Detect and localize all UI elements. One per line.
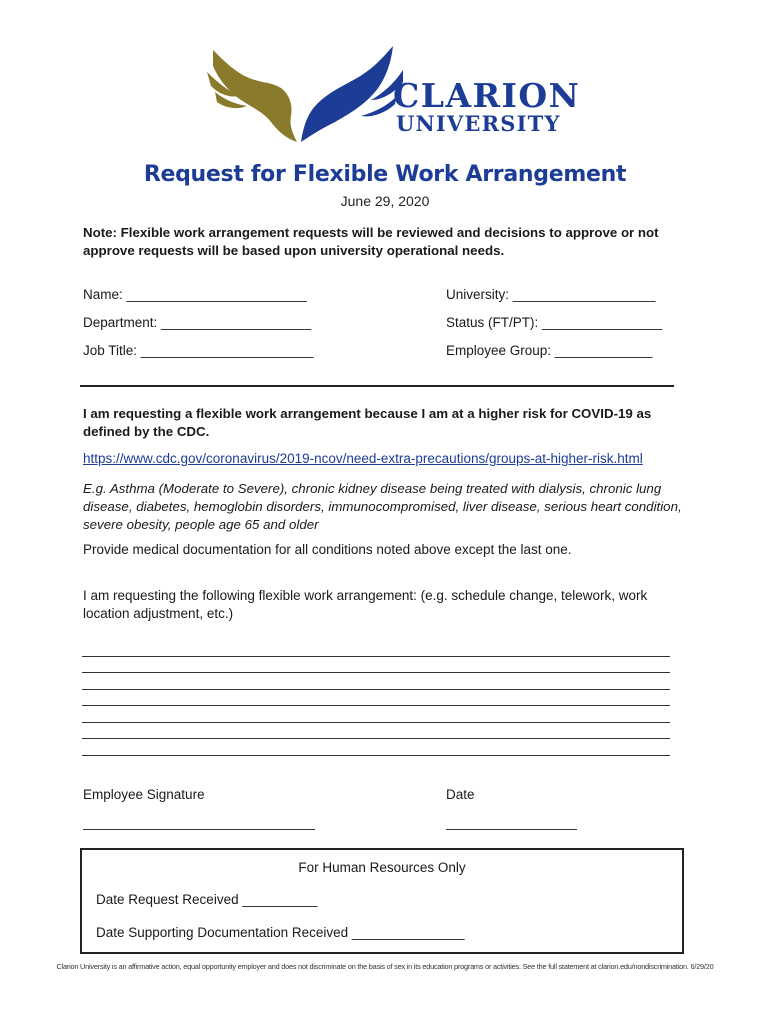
arrangement-request-prompt: I am requesting the following flexible work arrangement: (e.g. schedule change, telework, work location adjustment, etc.) — [83, 588, 648, 621]
hr-only-box — [80, 848, 684, 954]
status-field[interactable]: Status (FT/PT): ________________ — [446, 315, 663, 330]
condition-examples: E.g. Asthma (Moderate to Severe), chronic kidney disease being treated with dialysis, chronic lung disease, diabetes, hemoglobin disorders, immunocompromised, liver disease, serious heart condition, severe obesity, people age 65 and older — [83, 481, 682, 532]
blank-line[interactable] — [82, 723, 670, 740]
blank-line[interactable] — [82, 657, 670, 674]
employee-group-field[interactable]: Employee Group: _____________ — [446, 343, 653, 358]
blank-line[interactable] — [82, 690, 670, 707]
clarion-logo — [205, 42, 581, 147]
blank-line[interactable] — [82, 706, 670, 723]
documentation-instruction: Provide medical documentation for all conditions noted above except the last one. — [83, 542, 572, 557]
date-documentation-received-field[interactable]: Date Supporting Documentation Received _______________ — [96, 925, 465, 940]
covid-request-statement: I am requesting a flexible work arrangement because I am at a higher risk for COVID-19 as defined by the CDC. — [83, 406, 652, 439]
eagle-wings-icon — [205, 42, 405, 147]
hr-box-title: For Human Resources Only — [298, 860, 466, 875]
date-label: Date — [446, 787, 475, 802]
blank-line[interactable] — [82, 739, 670, 756]
name-field[interactable]: Name: ________________________ — [83, 287, 307, 302]
section-divider — [80, 385, 674, 387]
signature-date-line[interactable] — [446, 829, 577, 830]
blank-line[interactable] — [82, 673, 670, 690]
blank-line[interactable] — [82, 640, 670, 657]
form-title: Request for Flexible Work Arrangement — [143, 162, 627, 187]
department-field[interactable]: Department: ____________________ — [83, 315, 312, 330]
job-title-field[interactable]: Job Title: _______________________ — [83, 343, 314, 358]
arrangement-description-lines[interactable] — [82, 640, 670, 756]
review-note: Note: Flexible work arrangement requests will be reviewed and decisions to approve or not approve requests will be based upon university operational needs. — [83, 225, 659, 258]
employee-signature-line[interactable] — [83, 829, 315, 830]
logo-university-text: UNIVERSITY — [396, 111, 561, 136]
date-request-received-field[interactable]: Date Request Received __________ — [96, 892, 318, 907]
nondiscrimination-footer: Clarion University is an affirmative action, equal opportunity employer and does not discriminate on the basis of sex in its education programs or activities. See the full statement at clarion.edu/nondiscrimination. 6/29/20 — [56, 962, 714, 971]
university-field[interactable]: University: ___________________ — [446, 287, 656, 302]
form-date: June 29, 2020 — [340, 193, 430, 209]
cdc-link[interactable]: https://www.cdc.gov/coronavirus/2019-ncov/need-extra-precautions/groups-at-higher-risk.html — [83, 451, 643, 466]
logo-clarion-text: CLARION — [393, 76, 581, 115]
employee-signature-label: Employee Signature — [83, 787, 205, 802]
